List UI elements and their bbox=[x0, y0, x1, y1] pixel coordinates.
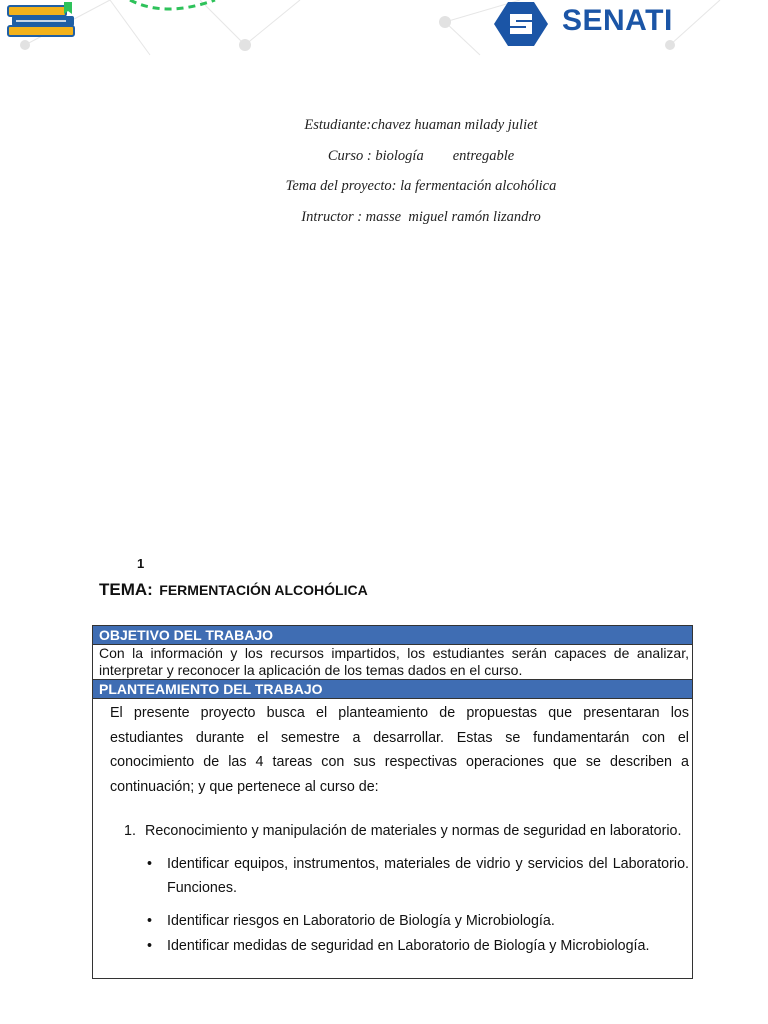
numbered-item bbox=[110, 819, 689, 844]
tema-value: FERMENTACIÓN ALCOHÓLICA bbox=[159, 582, 368, 598]
student-line: Estudiante:chavez huaman milady juliet bbox=[304, 117, 538, 133]
bullet-item bbox=[110, 852, 689, 900]
topic-line: Tema del proyecto: la fermentación alcohólica bbox=[285, 178, 557, 194]
planning-header: PLANTEAMIENTO DEL TRABAJO bbox=[93, 679, 692, 699]
planning-body bbox=[93, 701, 692, 958]
bullet-list bbox=[110, 852, 689, 958]
item-text: Reconocimiento y manipulación de materiales y normas de seguridad en laboratorio. bbox=[145, 823, 682, 839]
page-number: 1 bbox=[137, 556, 145, 571]
bullet-item bbox=[110, 909, 689, 933]
bullet-item bbox=[110, 934, 689, 958]
bullet-icon: • bbox=[147, 855, 153, 872]
instructor-line: Intructor : masse miguel ramón lizandro bbox=[301, 208, 541, 225]
bullet-text: Identificar equipos, instrumentos, materiales de vidrio y servicios del Laboratorio. Funciones. bbox=[167, 855, 689, 896]
bullet-text: Identificar medidas de seguridad en Laboratorio de Biología y Microbiología. bbox=[167, 937, 650, 954]
brand-name: SENATI bbox=[562, 4, 673, 37]
objective-header: OBJETIVO DEL TRABAJO bbox=[93, 626, 692, 645]
tema-heading bbox=[99, 580, 368, 600]
bullet-icon: • bbox=[147, 937, 153, 954]
books-logo-icon bbox=[6, 2, 80, 42]
course-line: Curso : biología entregable bbox=[327, 147, 515, 164]
objective-text: Con la información y los recursos impartidos, los estudiantes serán capaces de analizar, interpretar y reconocer la aplicación de los temas dados en el curso. bbox=[99, 645, 689, 678]
work-table bbox=[92, 625, 693, 979]
item-number: 1. bbox=[124, 823, 136, 839]
bullet-text: Identificar riesgos en Laboratorio de Biología y Microbiología. bbox=[167, 912, 555, 929]
planning-intro: El presente proyecto busca el planteamiento de propuestas que presentaran los estudiantes durante el semestre a desarrollar. Estas se fundamentarán con el conocimiento de las 4 tareas con sus respectivas operaciones que se describen a continuación; y que pertenece al curso de: bbox=[110, 705, 689, 795]
bullet-icon: • bbox=[147, 912, 153, 929]
tema-label: TEMA: bbox=[99, 580, 153, 599]
cover-info bbox=[0, 114, 768, 236]
